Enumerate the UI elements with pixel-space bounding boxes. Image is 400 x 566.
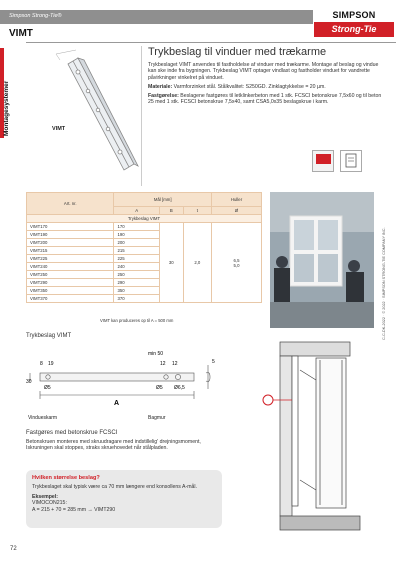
description-paragraph: Trykbeslaget VIMT anvendes til fastholdelse af vinduer med trækarme. Montage af beslag og vindue kan ske inde fra bygningen. Trykbeslag VIMT optager vindlast og fastholder vinduet for vandrette påvirkninger vinkelret på vinduet. bbox=[148, 62, 379, 81]
cell-a: 225 bbox=[114, 255, 160, 263]
fastening-text: Beslagene fastgøres til letklinkerbeton med 1 stk. FCSCI betonskrue 7,5x60 og til beton 25 med 1 stk. FCSCI betonskrue 7,5x40, samt CSA5,0x35 beslagskrue i karm. bbox=[148, 93, 382, 106]
cell-art: VIMT290 bbox=[27, 279, 114, 287]
cell-a: 350 bbox=[114, 287, 160, 295]
dim-12b: 12 bbox=[172, 361, 178, 367]
cell-art: VIMT350 bbox=[27, 287, 114, 295]
cell-a: 250 bbox=[114, 271, 160, 279]
cell-t: 2,0 bbox=[183, 223, 211, 303]
infobox-example1: VIMOCON215: bbox=[32, 500, 67, 507]
cell-b: 30 bbox=[160, 223, 184, 303]
cell-art: VIMT370 bbox=[27, 295, 114, 303]
cell-o-value-1: 6,5 bbox=[233, 257, 240, 263]
dim-a: A bbox=[114, 400, 120, 407]
infobox-example-label: Eksempel: bbox=[32, 493, 58, 500]
sidebar-section bbox=[0, 48, 12, 138]
col-t: t bbox=[183, 207, 211, 215]
label-bagmur: Bagmur bbox=[148, 415, 166, 421]
cell-a: 170 bbox=[114, 223, 160, 231]
fastening-paragraph bbox=[148, 93, 388, 106]
dim-19: 19 bbox=[48, 361, 54, 367]
page-title: VIMT bbox=[9, 28, 33, 39]
spec-table bbox=[26, 192, 262, 303]
document-badge-icon bbox=[340, 150, 362, 172]
cell-a: 200 bbox=[114, 239, 160, 247]
sidebar-label: Montagesystemer bbox=[3, 80, 10, 136]
cell-o bbox=[212, 223, 262, 303]
fastening-text-block: Betonskruen monteres med skruudragare med indstillelig' drejningsmoment, Iskruningen skal stoppes, straks skruehovedet når stålpladen. bbox=[26, 439, 201, 452]
dim-5: 5 bbox=[212, 359, 215, 365]
cell-art: VIMT190 bbox=[27, 231, 114, 239]
dim-8: 8 bbox=[40, 361, 43, 367]
sizing-infobox bbox=[26, 470, 222, 528]
dim-o5: Ø5 bbox=[44, 385, 51, 391]
product-illustration bbox=[26, 46, 142, 186]
dim-o5b: Ø5 bbox=[156, 385, 163, 391]
product-heading: Trykbeslag til vinduer med trækarme bbox=[148, 46, 327, 58]
col-art: Art. nr. bbox=[27, 193, 114, 215]
col-b: B bbox=[160, 207, 184, 215]
col-mal: Mål [mm] bbox=[114, 193, 212, 207]
table-row bbox=[27, 223, 262, 231]
product-label: VIMT bbox=[52, 126, 66, 132]
fastening-title: Fastgøres med betonskrue FCSCI bbox=[26, 430, 118, 436]
cell-a: 215 bbox=[114, 247, 160, 255]
copyright-note: C-C-DK-2022 · © 2022 · SIMPSON STRONG-TIE COMPANY INC. bbox=[382, 227, 386, 340]
simpson-logo bbox=[314, 8, 394, 40]
infobox-example2: A = 215 + 70 = 285 mm → VIMT290 bbox=[32, 506, 116, 513]
dim-12a: 12 bbox=[160, 361, 166, 367]
cell-art: VIMT250 bbox=[27, 271, 114, 279]
dim-30: 30 bbox=[26, 379, 32, 385]
installation-drawing bbox=[240, 340, 370, 540]
table-note: VIMT kan produceres op til A = 500 mm bbox=[100, 318, 174, 323]
infobox-question: Hvilken størrelse beslag? bbox=[32, 475, 100, 481]
cell-o-value-2: 5,0 bbox=[233, 262, 240, 268]
logo-bottom: Strong-Tie bbox=[314, 22, 394, 37]
page-number: 72 bbox=[10, 546, 17, 552]
col-a: A bbox=[114, 207, 160, 215]
brand-line: Simpson Strong-Tie® bbox=[9, 13, 62, 19]
infobox-line1: Trykbeslaget skal typisk være ca 70 mm længere end konsollens A-mål. bbox=[32, 484, 198, 491]
col-huller: Huller bbox=[212, 193, 262, 207]
col-o: Ø bbox=[212, 207, 262, 215]
photo-illustration bbox=[270, 192, 374, 328]
cell-art: VIMT240 bbox=[27, 263, 114, 271]
cell-art: VIMT225 bbox=[27, 255, 114, 263]
label-vindueskarm: Vindueskarm bbox=[28, 415, 58, 421]
bracket-drawing bbox=[26, 46, 142, 186]
cell-art: VIMT215 bbox=[27, 247, 114, 255]
materials-label: Materiale: bbox=[148, 83, 173, 90]
dim-min50: min 50 bbox=[148, 351, 164, 357]
cell-a: 240 bbox=[114, 263, 160, 271]
cell-art: VIMT170 bbox=[27, 223, 114, 231]
installation-photo bbox=[270, 192, 374, 328]
cell-a: 190 bbox=[114, 231, 160, 239]
dim-o65: Ø6,5 bbox=[174, 385, 185, 391]
cell-art: VIMT200 bbox=[27, 239, 114, 247]
table-group: Trykbeslag VIMT bbox=[27, 215, 262, 223]
diagram-title: Trykbeslag VIMT bbox=[26, 333, 72, 339]
product-badge-icon bbox=[312, 150, 334, 172]
window-section-drawing bbox=[240, 340, 370, 540]
materials-paragraph bbox=[148, 84, 388, 90]
fastening-label: Fastgørelse: bbox=[148, 93, 179, 100]
logo-top: SIMPSON bbox=[314, 8, 394, 22]
product-description bbox=[148, 62, 388, 109]
header-rule bbox=[26, 42, 396, 43]
cell-a: 290 bbox=[114, 279, 160, 287]
materials-text: Varmforzinket stål. Stålkvalitet: S250GD. Zinklagtykkelse = 20 µm. bbox=[172, 83, 326, 90]
certification-badges bbox=[312, 150, 374, 174]
cell-a: 370 bbox=[114, 295, 160, 303]
